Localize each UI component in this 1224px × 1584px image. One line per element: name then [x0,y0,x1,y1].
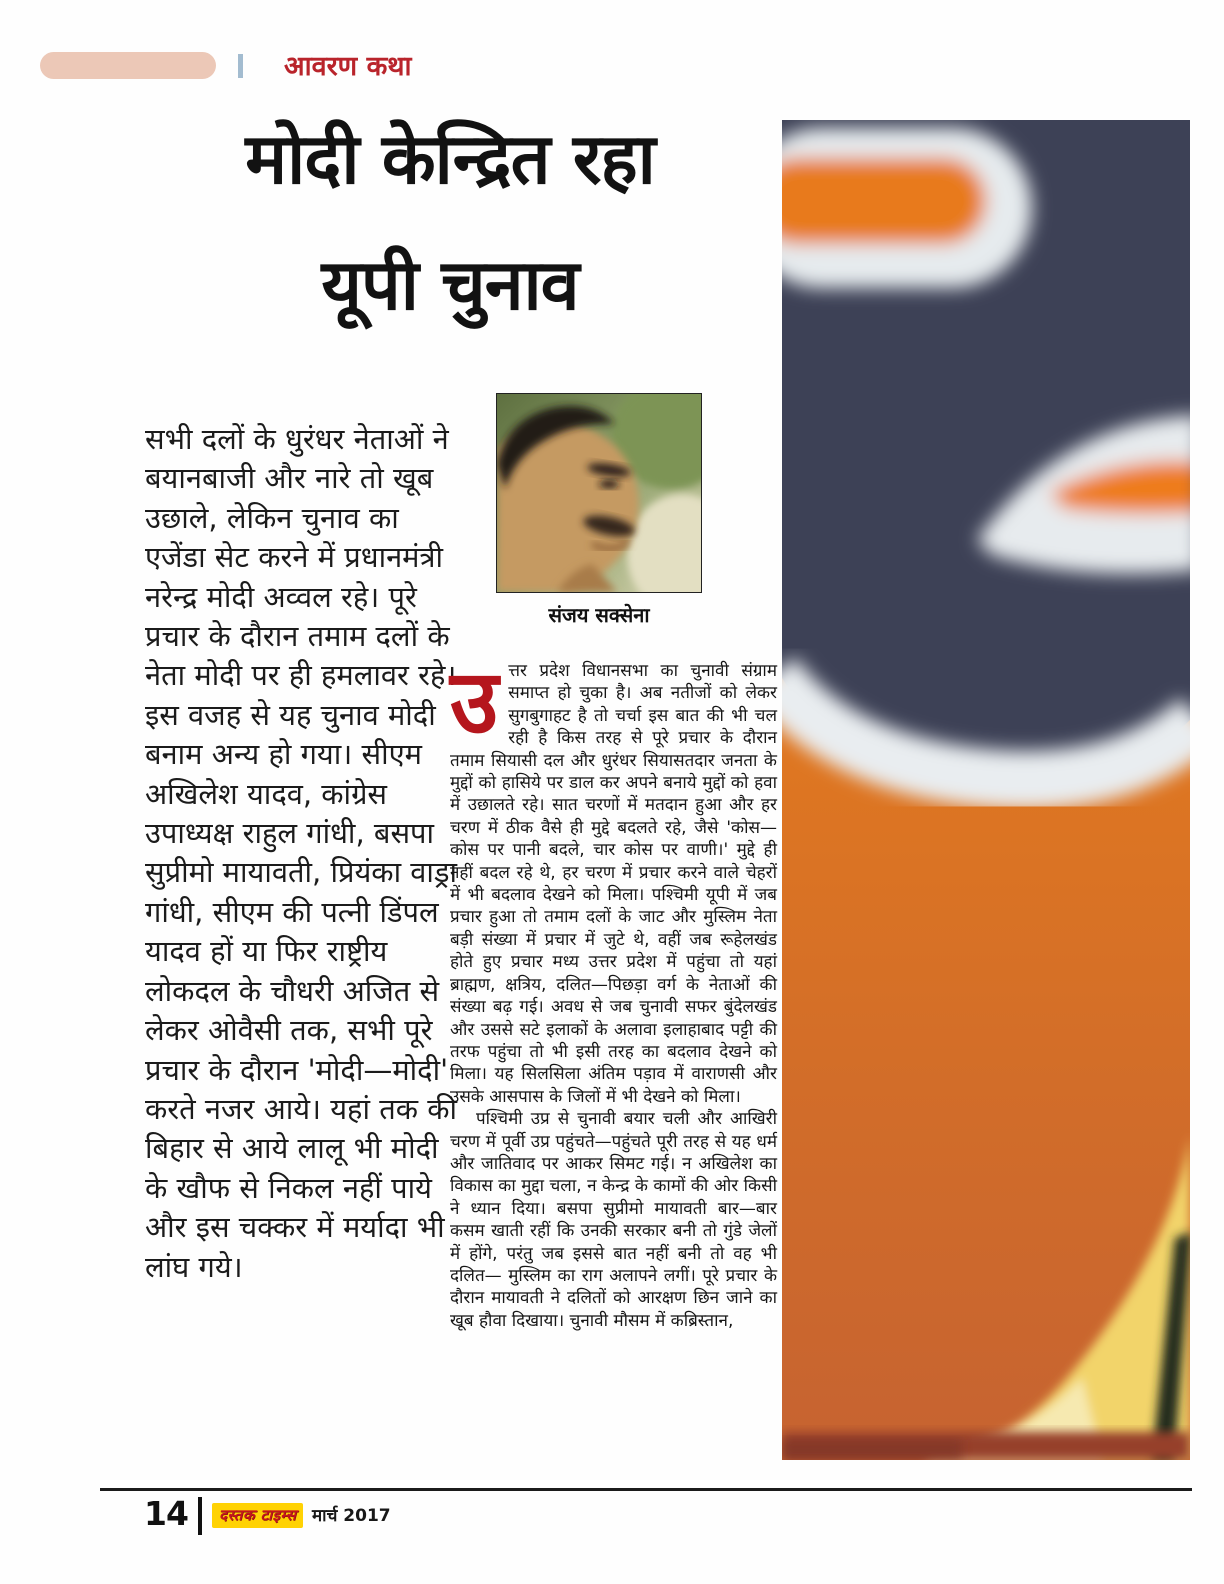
header-pill-decoration [40,52,216,79]
issue-date: मार्च 2017 [312,1506,391,1526]
section-label: आवरण कथा [284,51,412,82]
article-paragraph-1-text: त्तर प्रदेश विधानसभा का चुनावी संग्राम समाप्त हो चुका है। अब नतीजों को लेकर सुगबुगाहट है तो चर्चा इस बात की भी चल रही है किस तरह से पूरे प्रचार के दौरान तमाम सियासी दल और धुरंधर सियासतदार जनता के मुद्दों को हासिये पर डाल कर अपने बनाये मुद्दों को हवा में उछालते रहे। सात चरणों में मतदान हुआ और हर चरण में ठीक वैसे ही मुद्दे बदलते रहे, जैसे 'कोस—कोस पर पानी बदले, चार कोस पर वाणी।' मुद्दे ही नहीं बदल रहे थे, हर चरण में प्रचार करने वाले चेहरों में भी बदलाव देखने को मिला। पश्चिमी यूपी में जब प्रचार हुआ तो तमाम दलों के जाट और मुस्लिम नेता बड़ी संख्या में प्रचार में जुटे थे, वहीं जब रूहेलखंड होते हुए प्रचार मध्य उत्तर प्रदेश में पहुंचा तो यहां ब्राह्मण, क्षत्रिय, दलित—पिछड़ा वर्ग के नेताओं की संख्या बढ़ गई। अवध से जब चुनावी सफर बुंदेलखंड और उससे सटे इलाकों के अलावा इलाहाबाद पट्टी की तरफ पहुंचा तो भी इसी तरह का बदलाव देखने को मिला। यह सिलसिला अंतिम पड़ाव में वाराणसी और उसके आसपास के जिलों में भी देखने को मिला। [450,661,777,1107]
author-photo [496,393,702,593]
magazine-logo: दस्तक टाइम्स [212,1503,303,1528]
article-body [450,650,777,1332]
footer-rule [100,1488,1192,1491]
headline [110,96,790,348]
article-paragraph-2: पश्चिमी उप्र से चुनावी बयार चली और आखिरी चरण में पूर्वी उप्र पहुंचते—पहुंचते पूरी तरह से यह धर्म और जातिवाद पर आकर सिमट गई। न अखिलेश का विकास का मुद्दा चला, न केन्द्र के कामों की ओर किसी ने ध्यान दिया। बसपा सुप्रीमो मायावती बार—बार कसम खाती रहीं कि उनकी सरकार बनी तो गुंडे जेलों में होंगे, परंतु जब इससे बात नहीं बनी तो वह भी दलित— मुस्लिम का राग अलापने लगीं। पूरे प्रचार के दौरान मायावती ने दलितों को आरक्षण छिन जाने का खूब हौवा दिखाया। चुनावी मौसम में कब्रिस्तान, [450,1109,777,1331]
dropcap: उ [450,650,499,753]
side-photo-art [782,120,1190,1460]
article-paragraph-1 [450,650,777,1108]
footer-divider-bar [198,1497,202,1535]
author-portrait-art [497,394,701,592]
side-photo [782,120,1190,1460]
headline-line1: मोदी केन्द्रित रहा [245,118,655,200]
header-tick-decoration [238,54,243,78]
standfirst-text: सभी दलों के धुरंधर नेताओं ने बयानबाजी और नारे तो खूब उछाले, लेकिन चुनाव का एजेंडा सेट करने में प्रधानमंत्री नरेन्द्र मोदी अव्वल रहे। पूरे प्रचार के दौरान तमाम दलों के नेता मोदी पर ही हमलावर रहे। इस वजह से यह चुनाव मोदी बनाम अन्य हो गया। सीएम अखिलेश यादव, कांग्रेस उपाध्यक्ष राहुल गांधी, बसपा सुप्रीमो मायावती, प्रियंका वाड्रा गांधी, सीएम की पत्नी डिंपल यादव हों या फिर राष्ट्रीय लोकदल के चौधरी अजित से लेकर ओवैसी तक, सभी पूरे प्रचार के दौरान 'मोदी—मोदी' करते नजर आये। यहां तक की बिहार से आये लालू भी मोदी के खौफ से निकल नहीं पाये और इस चक्कर में मर्यादा भी लांघ गये। [145,422,457,1284]
headline-line2: यूपी चुनाव [321,244,579,326]
author-caption: संजय सक्सेना [548,603,650,627]
page-number: 14 [144,1494,188,1533]
